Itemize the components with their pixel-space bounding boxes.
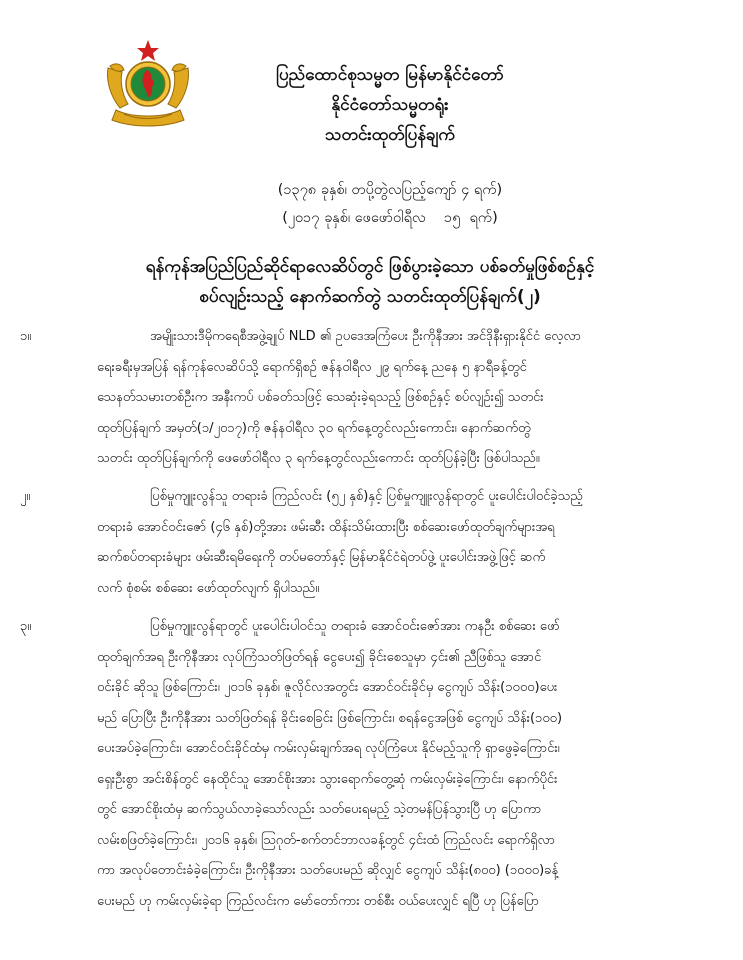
paragraph-line: ထုတ်ပြန်ချက် အမှတ်(၁/၂၀၁၇)ကို ဇန်နဝါရီလ ၃၀ ရက်နေ့တွင်လည်းကောင်း၊ နောက်ဆက်တွဲ: [97, 420, 531, 436]
paragraph-line: သေနတ်သမားတစ်ဦးက အနီးကပ် ပစ်ခတ်သဖြင့် သေဆုံးခဲ့ရသည့် ဖြစ်စဉ်နှင့် စပ်လျဉ်း၍ သတင်း: [97, 390, 544, 405]
myanmar-date: (၁၃၇၈ ခုနှစ်၊ တပို့တွဲလပြည့်ကျော် ၄ ရက်): [277, 182, 503, 198]
paragraph-number: ၁။: [20, 329, 32, 344]
paragraph-1: [20, 322, 702, 475]
title-line: စပ်လျဉ်းသည့် နောက်ဆက်တွဲ သတင်းထုတ်ပြန်ချက်(၂): [199, 287, 541, 307]
paragraph-line: လမ်းစဖြတ်ခဲ့ကြောင်း၊ ၂၀၁၆ ခုနှစ်၊ ဩဂုတ်-စက်တင်ဘာလခန့်တွင် ၄င်းထံ ကြည်လင်း ရောက်ရှိလာ: [97, 832, 555, 848]
paragraph-line: တွင် အောင်စိုးထံမှ ဆက်သွယ်လာခဲ့သော်လည်း သတ်ပေးရမည့် သဲ့တမန်ပြန်သွားပြီ ဟု ပြောကာ: [97, 802, 542, 817]
paragraph-line: သတင်း ထုတ်ပြန်ချက်ကို ဖေဖော်ဝါရီလ ၃ ရက်နေ့တွင်လည်းကောင်း ထုတ်ပြန်ခဲ့ပြီး ဖြစ်ပါသည်။: [97, 451, 540, 466]
paragraph-line: အမျိုးသားဒီမိုကရေစီအဖွဲ့ချုပ် NLD ၏ ဥပဒေအကြံပေး ဦးကိုနီအား အင်ဒိုနီးရှားနိုင်ငံ လေ့လာ: [150, 329, 582, 344]
paragraph-line: မည် ပြောပြီး ဦးကိုနီအား သတ်ဖြတ်ရန် ခိုင်းစေခြင်း ဖြစ်ကြောင်း၊ စရန်ငွေအဖြစ် ငွေကျပ် သိန်း(၁၀၀): [97, 710, 563, 726]
paragraph-number: ၃။: [20, 619, 32, 634]
country-name: ပြည်ထောင်စုသမ္မတ မြန်မာနိုင်ငံတော်: [276, 65, 504, 85]
paragraph-3: [20, 612, 702, 917]
paragraph-line: ထုတ်ချက်အရ ဦးကိုနီအား လုပ်ကြံသတ်ဖြတ်ရန် ငွေပေး၍ ခိုင်းစေသူမှာ ၄င်း၏ ညီဖြစ်သူ အောင်: [97, 649, 542, 665]
paragraph-line: ဝင်းခိုင် ဆိုသူ ဖြစ်ကြောင်း၊ ၂၀၁၆ ခုနှစ်၊ ဇူလိုင်လအတွင်း အောင်ဝင်းခိုင်မှ ငွေကျပ် သိန်း(၁၀၀၀)ပေး: [97, 680, 558, 695]
document-type: သတင်းထုတ်ပြန်ချက်: [325, 125, 455, 145]
paragraph-line: ကာ အလုပ်တောင်းခံခဲ့ကြောင်း၊ ဦးကိုနီအား သတ်ပေးမည် ဆိုလျှင် ငွေကျပ် သိန်း(၈၀၀) (၁၀၀၀)ခန့်: [97, 863, 559, 878]
paragraph-line: လက် စုံစမ်း စစ်ဆေး ဖော်ထုတ်လျက် ရှိပါသည်။: [97, 580, 320, 596]
paragraph-2: [20, 482, 702, 604]
paragraph-line: ပေးအပ်ခဲ့ကြောင်း၊ အောင်ဝင်းခိုင်ထံမှ ကမ်းလှမ်းချက်အရ လုပ်ကြံပေး နိုင်မည့်သူကို ရှာဖွေခဲ့ကြောင်း၊: [97, 741, 560, 756]
title-line: ရန်ကုန်အပြည်ပြည်ဆိုင်ရာလေဆိပ်တွင် ဖြစ်ပွားခဲ့သော ပစ်ခတ်မှုဖြစ်စဉ်နှင့်: [145, 257, 595, 277]
paragraph-line: ပြစ်မှုကျူးလွန်ရာတွင် ပူးပေါင်းပါဝင်သူ တရားခံ အောင်ဝင်းဇော်အား ကနဦး စစ်ဆေး ဖော်: [150, 619, 560, 634]
paragraph-line: ပေးမည် ဟု ကမ်းလှမ်းခဲ့ရာ ကြည်လင်းက မော်တော်ကား တစ်စီး ဝယ်ပေးလျှင် ရပြီ ဟု ပြန်ပြော: [97, 893, 539, 909]
gregorian-date: (၂၀၁၇ ခုနှစ်၊ ဖေဖော်ဝါရီလ ၁၅ ရက်): [282, 210, 498, 226]
paragraph-line: ရေးခရီးမှအပြန် ရန်ကုန်လေဆိပ်သို့ ရောက်ရှိစဉ် ဇန်နဝါရီလ ၂၉ ရက်နေ့ ညနေ ၅ နာရီခန့်တွင်: [97, 359, 527, 375]
paragraph-number: ၂။: [20, 489, 31, 504]
paragraph-line: တရားခံ အောင်ဝင်းဇော် (၄၆ နှစ်)တို့အား ဖမ်းဆီး ထိန်းသိမ်းထားပြီး စစ်ဆေးဖော်ထုတ်ချက်များအရ: [97, 519, 555, 535]
date-block: [200, 176, 580, 232]
office-header: [200, 60, 580, 150]
office-name: နိုင်ငံတော်သမ္မတရုံး: [331, 95, 449, 115]
paragraph-line: ရှေးဦးစွာ အင်းစိန်တွင် နေထိုင်သူ အောင်စိုးအား သွားရောက်တွေ့ဆုံ ကမ်းလှမ်းခဲ့ကြောင်း၊ နောက်ပိုင်း: [97, 771, 558, 787]
state-emblem-icon: [102, 38, 194, 130]
document-title: [60, 252, 680, 312]
paragraph-line: ပြစ်မှုကျူးလွန်သူ တရားခံ ကြည်လင်း (၅၂ နှစ်)နှင့် ပြစ်မှုကျူးလွန်ရာတွင် ပူးပေါင်းပါဝင်ခဲ့သည့်: [150, 489, 583, 504]
paragraph-line: ဆက်စပ်တရားခံများ ဖမ်းဆီးရမိရေးကို တပ်မတော်နှင့် မြန်မာနိုင်ငံရဲတပ်ဖွဲ့ ပူးပေါင်းအဖွဲ့ဖြင့် ဆက်: [97, 550, 546, 565]
